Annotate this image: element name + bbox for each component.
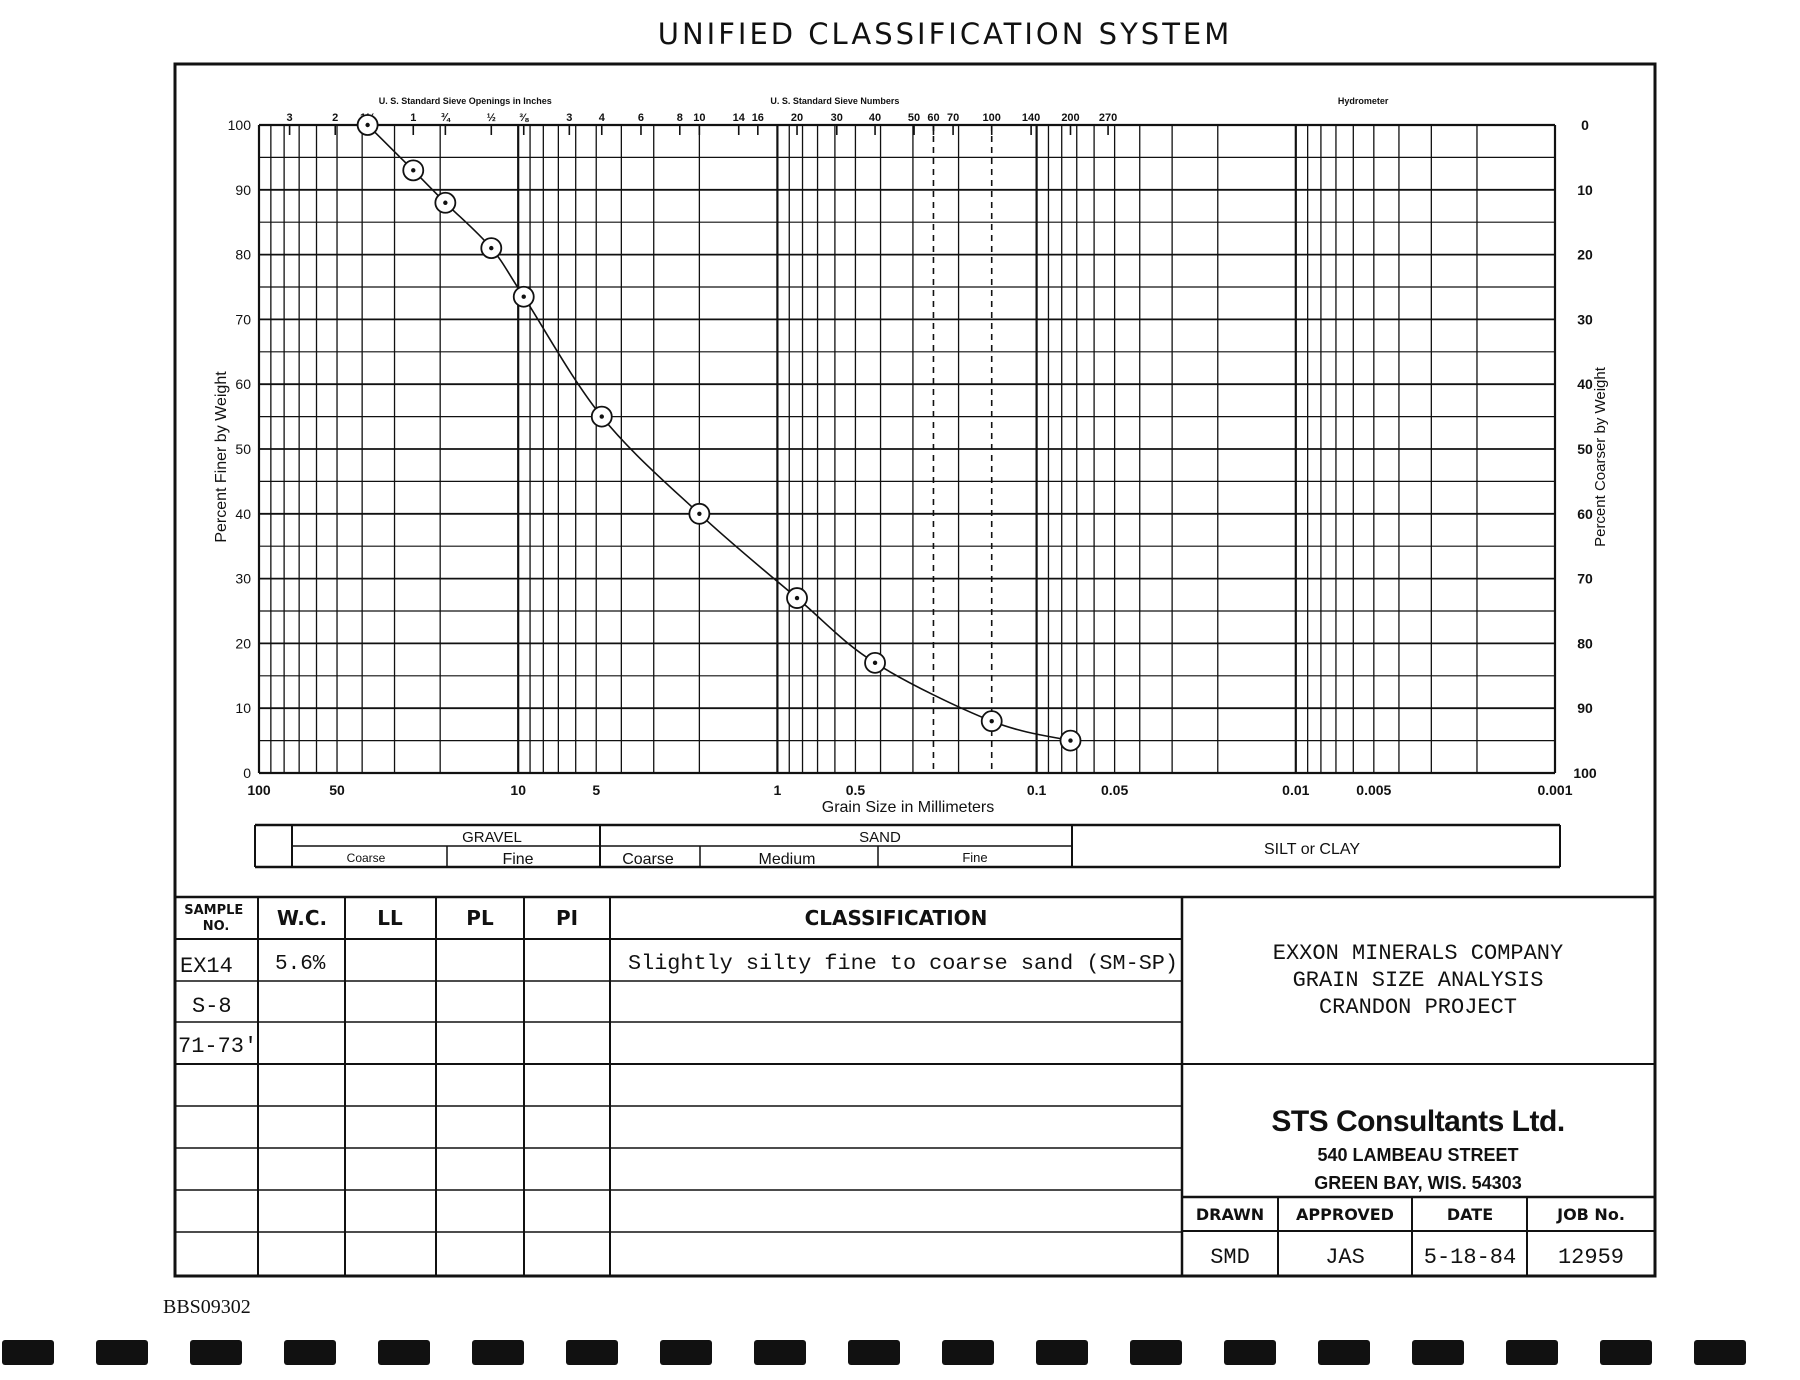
data-point-dot — [443, 201, 447, 205]
drawn-value: SMD — [1210, 1245, 1250, 1270]
perforation-mark — [2, 1340, 54, 1365]
data-point-dot — [873, 661, 877, 665]
y-tick-label-left: 50 — [235, 441, 251, 457]
perforation-mark — [754, 1340, 806, 1365]
top-scale-tick-label: 10 — [693, 112, 706, 124]
approved-value: JAS — [1325, 1245, 1365, 1270]
top-scale-tick-label: 4 — [598, 112, 605, 124]
gravel-label: GRAVEL — [462, 829, 522, 846]
y-tick-label-right: 0 — [1581, 117, 1589, 133]
gradation-curve — [368, 125, 1071, 741]
top-scale-tick-label: 50 — [907, 112, 921, 124]
soil-classification-bar — [255, 825, 1560, 867]
top-scale-tick-label: 70 — [946, 112, 960, 124]
x-tick-label: 0.1 — [1026, 782, 1047, 798]
date-value: 5-18-84 — [1423, 1245, 1517, 1270]
project-line-1: EXXON MINERALS COMPANY — [1272, 941, 1564, 966]
data-point-dot — [600, 414, 604, 418]
top-scale-tick-label: 30 — [830, 112, 843, 124]
y-tick-label-right: 20 — [1577, 246, 1593, 263]
silt-clay-label: SILT or CLAY — [1263, 841, 1361, 858]
x-tick-label: 50 — [329, 782, 345, 798]
y-tick-label-right: 100 — [1573, 765, 1597, 781]
perforation-mark — [378, 1340, 430, 1365]
perforation-mark — [1412, 1340, 1464, 1365]
job-value: 12959 — [1557, 1245, 1625, 1270]
y-tick-label-left: 70 — [235, 311, 251, 328]
top-scale-tick-label: 20 — [790, 112, 804, 124]
y-tick-label-left: 60 — [235, 376, 251, 393]
x-tick-label: 1 — [773, 782, 782, 798]
y-tick-label-left: 90 — [235, 181, 251, 198]
y-tick-label-left: 80 — [235, 246, 251, 263]
top-scale-tick-label: 1 — [410, 112, 417, 124]
perforation-mark — [96, 1340, 148, 1365]
top-scale-group-label: Hydrometer — [1337, 96, 1389, 106]
perforation-mark — [190, 1340, 242, 1365]
cell-wc-row1: 5.6% — [275, 953, 326, 976]
company-city: GREEN BAY, WIS. 54303 — [1314, 1173, 1522, 1193]
header-sample-no — [184, 903, 248, 934]
drawn-label: DRAWN — [1195, 1205, 1265, 1224]
top-scale-group-label: U. S. Standard Sieve Numbers — [770, 96, 900, 106]
y-tick-label-right: 60 — [1577, 505, 1593, 522]
header-sample-word: SAMPLE — [184, 903, 244, 918]
header-pl: PL — [466, 906, 494, 930]
top-scale-tick-label: 60 — [927, 112, 940, 124]
perforation-mark — [566, 1340, 618, 1365]
y-tick-label-right: 80 — [1577, 635, 1593, 652]
cell-classification-row1: Slightly silty fine to coarse sand (SM-SP) — [628, 953, 1178, 976]
top-scale-tick-label: 140 — [1021, 112, 1041, 124]
x-tick-label: 0.05 — [1101, 782, 1129, 798]
header-classification: CLASSIFICATION — [804, 906, 988, 930]
header-pi: PI — [555, 906, 579, 930]
data-point-dot — [990, 719, 994, 723]
x-tick-label: 0.01 — [1282, 782, 1310, 798]
top-scale-tick-label: 3 — [566, 112, 573, 124]
y-tick-label-left: 10 — [235, 700, 251, 717]
x-tick-label: 5 — [592, 782, 601, 798]
gravel-fine-label: Fine — [502, 851, 534, 868]
sand-coarse-label: Coarse — [622, 851, 674, 868]
y-axis-label-left: Percent Finer by Weight — [213, 371, 230, 543]
top-scale-tick-label: 2 — [332, 112, 339, 124]
company-street: 540 LAMBEAU STREET — [1317, 1145, 1519, 1165]
perforation-mark — [1224, 1340, 1276, 1365]
cell-sample-row3: 71-73' — [178, 1034, 258, 1059]
sieve-scale — [259, 96, 1555, 135]
perforation-mark — [472, 1340, 524, 1365]
grain-size-chart — [228, 96, 1597, 798]
top-scale-tick-label: ¾ — [440, 112, 450, 124]
top-scale-group-label: U. S. Standard Sieve Openings in Inches — [378, 96, 552, 106]
data-point-dot — [697, 512, 701, 516]
header-wc: W.C. — [276, 906, 328, 930]
y-tick-label-left: 40 — [235, 505, 251, 522]
data-point-dot — [489, 246, 493, 250]
page-title: UNIFIED CLASSIFICATION SYSTEM — [657, 17, 1233, 51]
cell-sample-row2: S-8 — [192, 994, 232, 1019]
y-tick-label-right: 30 — [1577, 311, 1593, 328]
x-tick-label: 0.005 — [1356, 782, 1392, 798]
perforation-mark — [1694, 1340, 1746, 1365]
perforation-mark — [942, 1340, 994, 1365]
cell-sample-row1: EX14 — [180, 954, 233, 979]
x-tick-label: 0.001 — [1537, 782, 1573, 798]
x-tick-label: 100 — [247, 782, 271, 798]
sand-label: SAND — [859, 829, 901, 846]
y-axis-label-right: Percent Coarser by Weight — [1592, 367, 1609, 547]
chart-axes — [228, 117, 1597, 798]
x-tick-label: 0.5 — [845, 782, 866, 798]
gravel-coarse-label: Coarse — [346, 851, 386, 865]
footer-code: BBS09302 — [163, 1296, 251, 1318]
top-scale-tick-label: ⅜ — [519, 112, 529, 124]
data-point-dot — [365, 123, 369, 127]
perforation-mark — [848, 1340, 900, 1365]
y-tick-label-right: 10 — [1577, 181, 1593, 198]
job-label: JOB No. — [1557, 1205, 1625, 1224]
top-scale-tick-label: 6 — [637, 112, 645, 124]
top-scale-tick-label: 100 — [982, 112, 1001, 124]
top-scale-tick-label: 200 — [1061, 112, 1080, 124]
chart-grid — [259, 125, 1555, 773]
data-series — [358, 115, 1081, 751]
project-line-2: GRAIN SIZE ANALYSIS — [1292, 968, 1544, 993]
y-tick-label-left: 0 — [243, 765, 251, 781]
top-scale-tick-label: 3 — [286, 112, 293, 124]
date-label: DATE — [1446, 1205, 1494, 1224]
perforation-mark — [1600, 1340, 1652, 1365]
y-tick-label-right: 40 — [1577, 376, 1593, 393]
outer-frame — [175, 64, 1655, 1276]
header-ll: LL — [377, 906, 403, 930]
top-scale-tick-label: ½ — [486, 112, 496, 124]
top-scale-tick-label: 16 — [751, 112, 764, 124]
perforation-mark — [284, 1340, 336, 1365]
header-no-word: NO. — [202, 919, 230, 934]
y-tick-label-right: 50 — [1577, 441, 1593, 457]
project-line-3: CRANDON PROJECT — [1318, 995, 1518, 1020]
data-point-dot — [411, 168, 415, 172]
y-tick-label-right: 90 — [1577, 700, 1593, 717]
top-scale-tick-label: 270 — [1098, 112, 1118, 124]
y-tick-label-left: 20 — [235, 635, 251, 652]
perforation-strip — [2, 1340, 1746, 1365]
perforation-mark — [1318, 1340, 1370, 1365]
sand-medium-label: Medium — [758, 851, 816, 868]
company-name: STS Consultants Ltd. — [1271, 1105, 1565, 1138]
y-tick-label-left: 100 — [227, 117, 251, 133]
x-tick-label: 10 — [510, 782, 526, 798]
perforation-mark — [1506, 1340, 1558, 1365]
sand-fine-label: Fine — [962, 850, 988, 865]
x-axis-label: Grain Size in Millimeters — [821, 799, 995, 816]
perforation-mark — [660, 1340, 712, 1365]
top-scale-tick-label: 8 — [676, 112, 683, 124]
top-scale-tick-label: 14 — [732, 112, 745, 124]
y-tick-label-right: 70 — [1577, 570, 1593, 587]
approved-label: APPROVED — [1296, 1205, 1394, 1224]
y-tick-label-left: 30 — [235, 570, 251, 587]
perforation-mark — [1036, 1340, 1088, 1365]
data-point-dot — [522, 295, 526, 299]
perforation-mark — [1130, 1340, 1182, 1365]
top-scale-tick-label: 40 — [868, 112, 882, 124]
data-point-dot — [795, 596, 799, 600]
data-point-dot — [1068, 738, 1072, 742]
